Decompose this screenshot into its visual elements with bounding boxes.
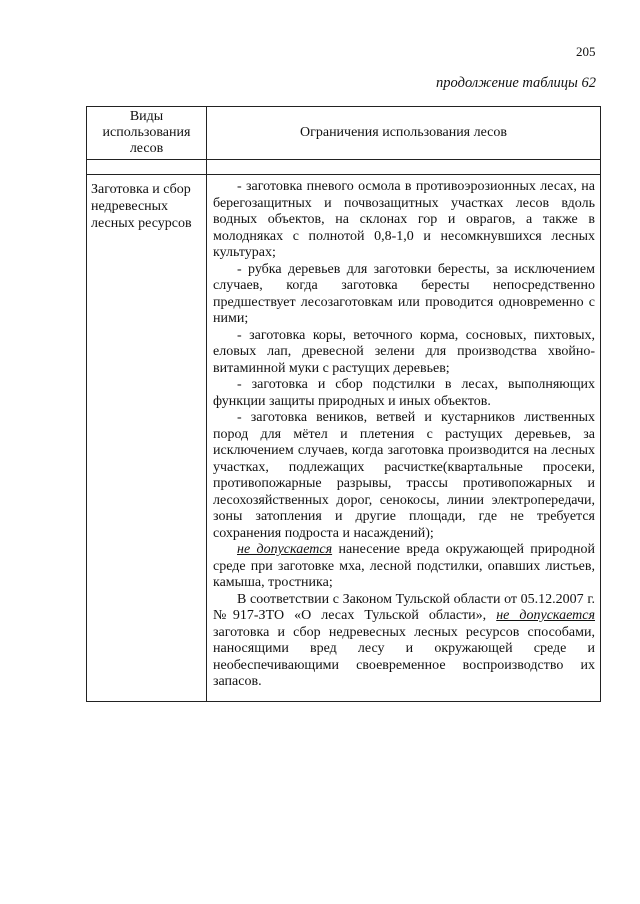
restriction-paragraph: - заготовка и сбор подстилки в лесах, выполняющих функции защиты природных и иных объектов.: [213, 377, 595, 409]
page-number: 205: [576, 44, 596, 59]
header-col1-line: использования: [102, 125, 191, 140]
forest-use-type-line: недревесных: [91, 199, 169, 214]
forest-use-type-line: Заготовка и сбор: [91, 182, 191, 197]
table-spacer-row: [87, 160, 601, 175]
emphasis-not-allowed: не допускается: [237, 542, 333, 557]
forest-use-type-cell: [87, 175, 207, 702]
restriction-paragraph: [213, 542, 595, 592]
restriction-paragraph: - рубка деревьев для заготовки бересты, за исключением случаев, когда заготовка бересты непосредственно предшествует лесозаготовкам или проводится одновременно с ними;: [213, 261, 595, 326]
restrictions-table: [86, 106, 601, 702]
restriction-text: заготовка и сбор недревесных лесных ресурсов способами, наносящими вред лесу и окружающей среде и необеспечивающими своевременное воспроизводство их запасов.: [213, 624, 595, 689]
table-continuation-caption: продолжение таблицы 62: [436, 75, 596, 91]
table-row: [87, 175, 601, 702]
header-restrictions: Ограничения использования лесов: [207, 107, 601, 160]
forest-use-type-line: лесных ресурсов: [91, 216, 192, 231]
restriction-paragraph: - заготовка пневого осмола в противоэрозионных лесах, на берегозащитных и почвозащитных участках лесов вдоль водных объектов, на склонах гор и оврагов, а также в молодняках с полнотой 0,8-1,0 и несомкнувшихся лесных культурах;: [213, 179, 595, 260]
restriction-paragraph: - заготовка коры, веточного корма, сосновых, пихтовых, еловых лап, древесной зелени для производства хвойно-витаминной муки с растущих деревьев;: [213, 327, 595, 376]
restriction-text: В соответствии с Законом Тульской области от 05.12.2007 г. №917-ЗТО «О лесах Тульской области»,: [213, 591, 595, 623]
restriction-text: нанесение вреда окружающей природной среде при заготовке мха, лесной подстилки, опавших листьев, камыша, тростника;: [213, 542, 595, 590]
emphasis-not-allowed: не допускается: [496, 608, 595, 623]
restriction-paragraph: - заготовка веников, ветвей и кустарников лиственных пород для мётел и плетения с растущих деревьев, за исключением случаев, когда заготовка производится на лесных участках, подлежащих расчистке(квартальные просеки, противопожарные разрывы, трассы противопожарных и лесохозяйственных дорог, сенокосы, линии электропередачи, зоны затопления и другие площади, где не требуется сохранения подроста и насаждений);: [213, 410, 595, 541]
header-col1-line: лесов: [129, 141, 164, 156]
table-header-row: [87, 107, 601, 160]
spacer-cell: [207, 160, 601, 175]
law-reference-paragraph: [213, 592, 595, 691]
spacer-cell: [87, 160, 207, 175]
header-col1-line: Виды: [129, 109, 164, 124]
restrictions-cell: [207, 175, 601, 702]
header-forest-use-types: [87, 107, 207, 160]
